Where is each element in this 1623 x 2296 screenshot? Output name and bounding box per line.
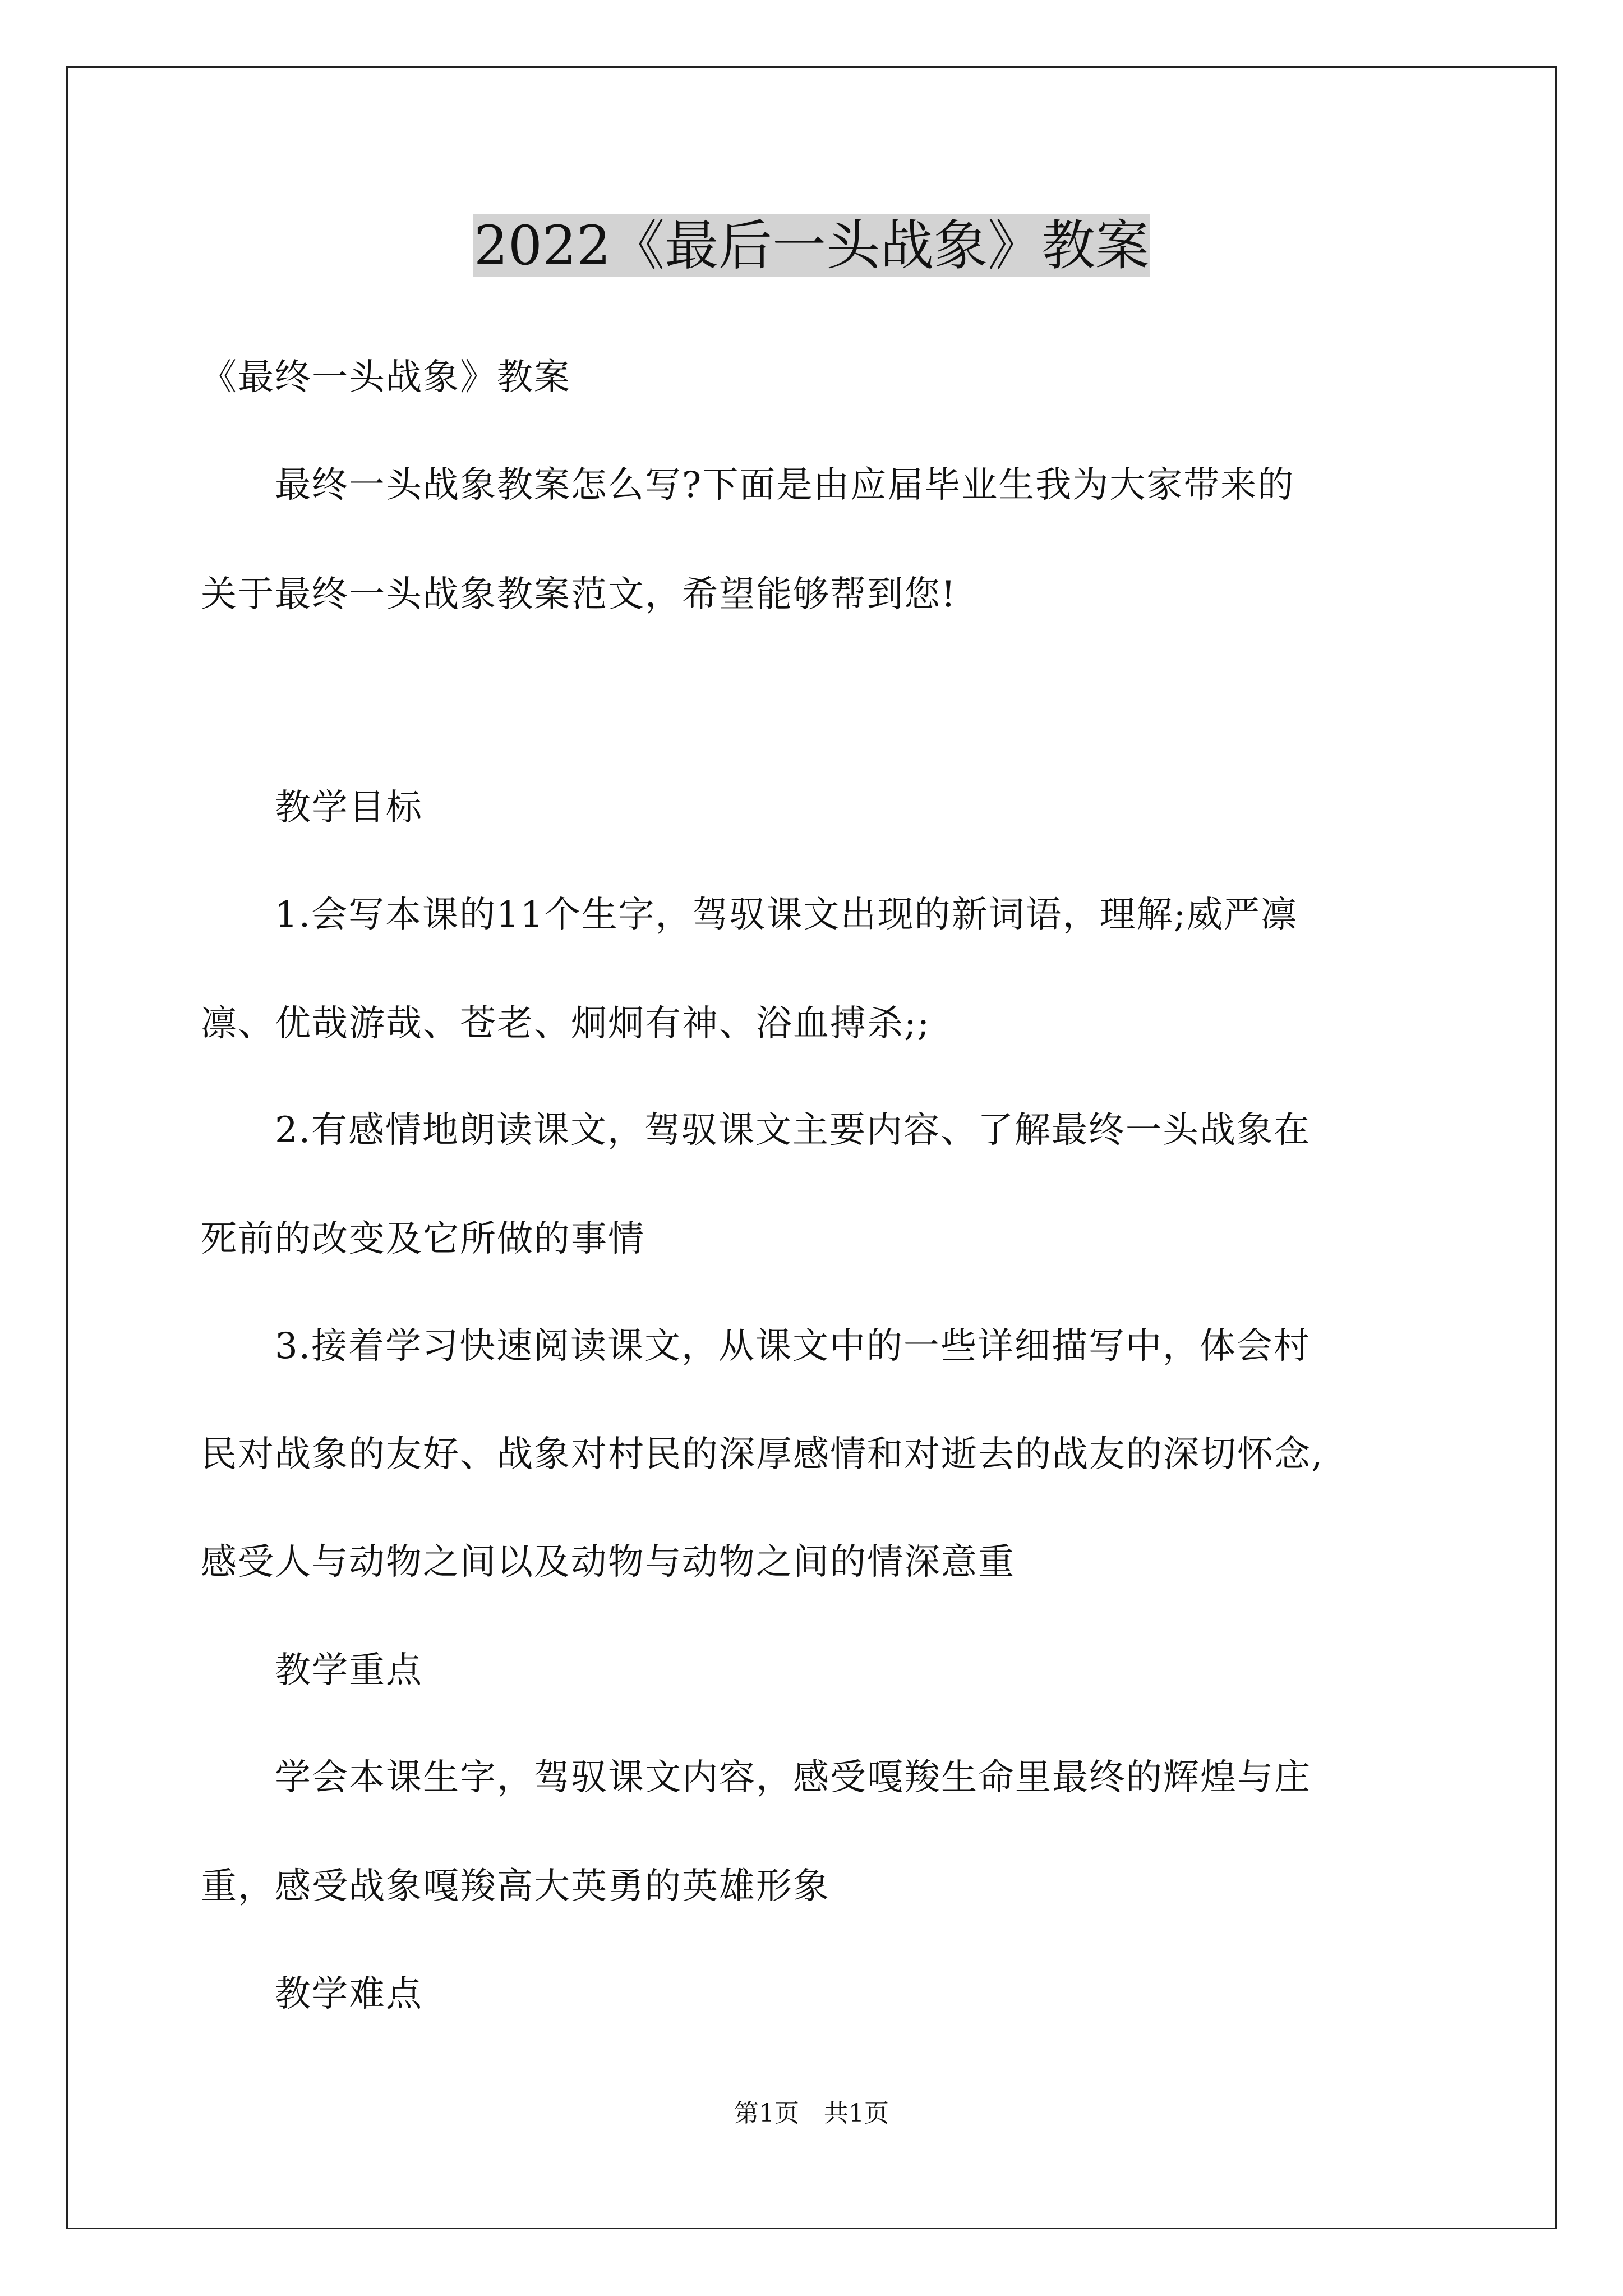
text-line-11: 感受人与动物之间以及动物与动物之间的情深意重 bbox=[201, 1542, 1015, 1583]
text-line-1: 《最终一头战象》教案 bbox=[201, 357, 571, 398]
page-footer: 第1页 共1页 bbox=[734, 2099, 889, 2128]
text-line-6: 凛、优哉游哉、苍老、炯炯有神、浴血搏杀;; bbox=[201, 1003, 931, 1045]
text-line-3: 关于最终一头战象教案范文，希望能够帮到您! bbox=[201, 574, 957, 615]
text-line-5: 1.会写本课的11个生字，驾驭课文出现的新词语，理解;威严凛 bbox=[201, 894, 1298, 936]
text-line-8: 死前的改变及它所做的事情 bbox=[201, 1218, 645, 1260]
text-line-4: 教学目标 bbox=[201, 787, 423, 829]
text-line-13: 学会本课生字，驾驭课文内容，感受嘎羧生命里最终的辉煌与庄 bbox=[201, 1757, 1311, 1798]
text-line-10: 民对战象的友好、战象对村民的深厚感情和对逝去的战友的深切怀念, bbox=[201, 1434, 1324, 1475]
text-line-14: 重，感受战象嘎羧高大英勇的英雄形象 bbox=[201, 1866, 830, 1907]
text-line-9: 3.接着学习快速阅读课文，从课文中的一些详细描写中，体会村 bbox=[201, 1326, 1311, 1367]
text-line-2: 最终一头战象教案怎么写?下面是由应届毕业生我为大家带来的 bbox=[201, 464, 1295, 506]
text-line-12: 教学重点 bbox=[201, 1650, 423, 1691]
document-title-text: 2022《最后一头战象》教案 bbox=[473, 214, 1150, 277]
text-line-15: 教学难点 bbox=[201, 1973, 423, 2015]
document-title bbox=[0, 206, 1623, 285]
text-line-7: 2.有感情地朗读课文，驾驭课文主要内容、了解最终一头战象在 bbox=[201, 1110, 1311, 1151]
